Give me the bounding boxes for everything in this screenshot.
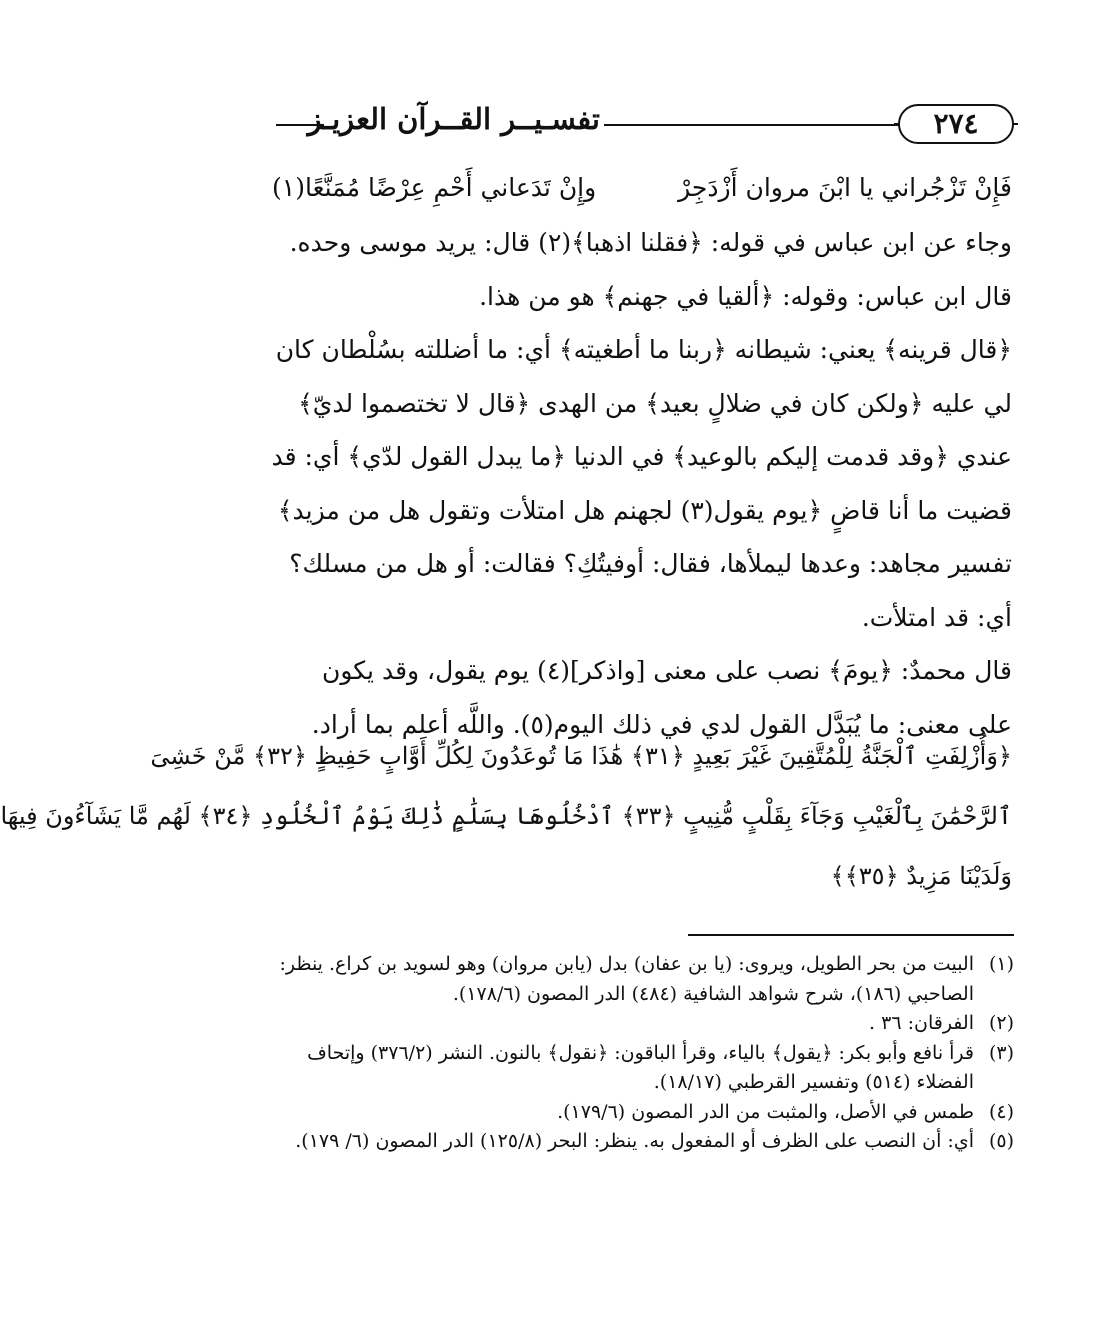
footnote-number: (٤) [988, 1100, 1014, 1123]
footnote-text: البيت من بحر الطويل، ويروى: (يا بن عفان) بدل (يابن مروان) وهو لسويد بن كراع. ينظر: الصاحبي (١٨٦)، شرح شواهد الشافية (٤٨٤) الدر المصون (١٧٨/٦). [279, 953, 974, 1005]
quran-line: ﴿وَأُزْلِفَتِ ٱلْجَنَّةُ لِلْمُتَّقِينَ غَيْرَ بَعِيدٍ ﴿٣١﴾ هَٰذَا مَا تُوعَدُونَ لِكُلِّ أَوَّابٍ حَفِيظٍ ﴿٣٢﴾ مَّنْ خَشِىَ [150, 742, 1012, 770]
page-header [276, 100, 1016, 150]
text-line: أي: قد امتلأت. [861, 602, 1012, 632]
quran-line: ٱلرَّحْمَٰنَ بِٱلْغَيْبِ وَجَآءَ بِقَلْبٍ مُّنِيبٍ ﴿٣٣﴾ ٱدْخُلُوهَا بِسَلَٰمٍ ذَٰلِكَ يَوْمُ ٱلْخُلُودِ ﴿٣٤﴾ لَهُم مَّا يَشَآءُونَ فِيهَا [0, 802, 1012, 830]
quran-line: وَلَدَيْنَا مَزِيدٌ ﴿٣٥﴾﴾ [830, 862, 1012, 890]
header-rule-middle [604, 124, 898, 126]
footnote-number: (٣) [988, 1041, 1014, 1064]
text-line: لي عليه ﴿ولكن كان في ضلالٍ بعيد﴾ من الهدى ﴿قال لا تختصموا لديّ﴾ [298, 388, 1012, 418]
quran-passage [0, 726, 1012, 906]
running-title: تفسـيــر القــرآن العزيـز [307, 102, 600, 136]
footnote [272, 1098, 1014, 1128]
text-line: قضيت ما أنا قاضٍ ﴿يوم يقول(٣) لجهنم هل امتلأت وتقول هل من مزيد﴾ [277, 495, 1012, 525]
footnote-text: أي: أن النصب على الظرف أو المفعول به. ينظر: البحر (١٢٥/٨) الدر المصون (٦/ ١٧٩). [295, 1130, 974, 1152]
footnote [272, 1127, 1014, 1157]
text-line: ﴿قال قرينه﴾ يعني: شيطانه ﴿ربنا ما أطغيته﴾ أي: ما أضللته بسُلْطان كان [275, 335, 1012, 364]
footnote-text: الفرقان: ٣٦ . [869, 1012, 974, 1034]
footnotes [272, 950, 1014, 1157]
poetry-verse [272, 162, 1012, 214]
footnote-number: (٥) [988, 1130, 1014, 1152]
footnote-number: (١) [988, 953, 1014, 975]
footnote [272, 1039, 1014, 1098]
main-text [272, 162, 1012, 751]
footnote [272, 950, 1014, 1009]
footnote-text: طمس في الأصل، والمثبت من الدر المصون (١٧٩/٦). [557, 1100, 974, 1123]
page-number: ٢٧٤ [898, 104, 1014, 144]
text-line: تفسير مجاهد: وعدها ليملأها، فقال: أوفيتُكِ؟ فقالت: أو هل من مسلك؟ [289, 549, 1012, 578]
text-line: قال محمدٌ: ﴿يومَ﴾ نصب على معنى [واذكر](٤) يوم يقول، وقد يكون [321, 656, 1012, 685]
text-line: عندي ﴿وقد قدمت إليكم بالوعيد﴾ في الدنيا ﴿ما يبدل القول لدّي﴾ أي: قد [271, 442, 1012, 471]
text-line: قال ابن عباس: وقوله: ﴿ألقيا في جهنم﴾ هو من هذا. [479, 281, 1012, 311]
footnote [272, 1009, 1014, 1039]
footnote-text: قرأ نافع وأبو بكر: ﴿يقول﴾ بالياء، وقرأ الباقون: ﴿نقول﴾ بالنون. النشر (٣٧٦/٢) وإتحاف الفضلاء (٥١٤) وتفسير القرطبي (١٨/١٧). [307, 1041, 974, 1093]
footnote-number: (٢) [988, 1012, 1014, 1034]
text-line: وجاء عن ابن عباس في قوله: ﴿فقلنا اذهبا﴾(٢) قال: يريد موسى وحده. [289, 228, 1012, 257]
verse-second-hemistich: وإِنْ تَدَعاني أَحْمِ عِرْضًا مُمَنَّعًا(١) [272, 173, 597, 202]
text-line: على معنى: ما يُبَدَّل القول لدي في ذلك اليوم(٥). واللَّه أعلم بما أراد. [311, 709, 1012, 739]
verse-first-hemistich: فَإِنْ تَزْجُراني يا ابْنَ مروان أَزْدَجِرْ [678, 173, 1012, 202]
footnote-separator [688, 934, 1014, 936]
